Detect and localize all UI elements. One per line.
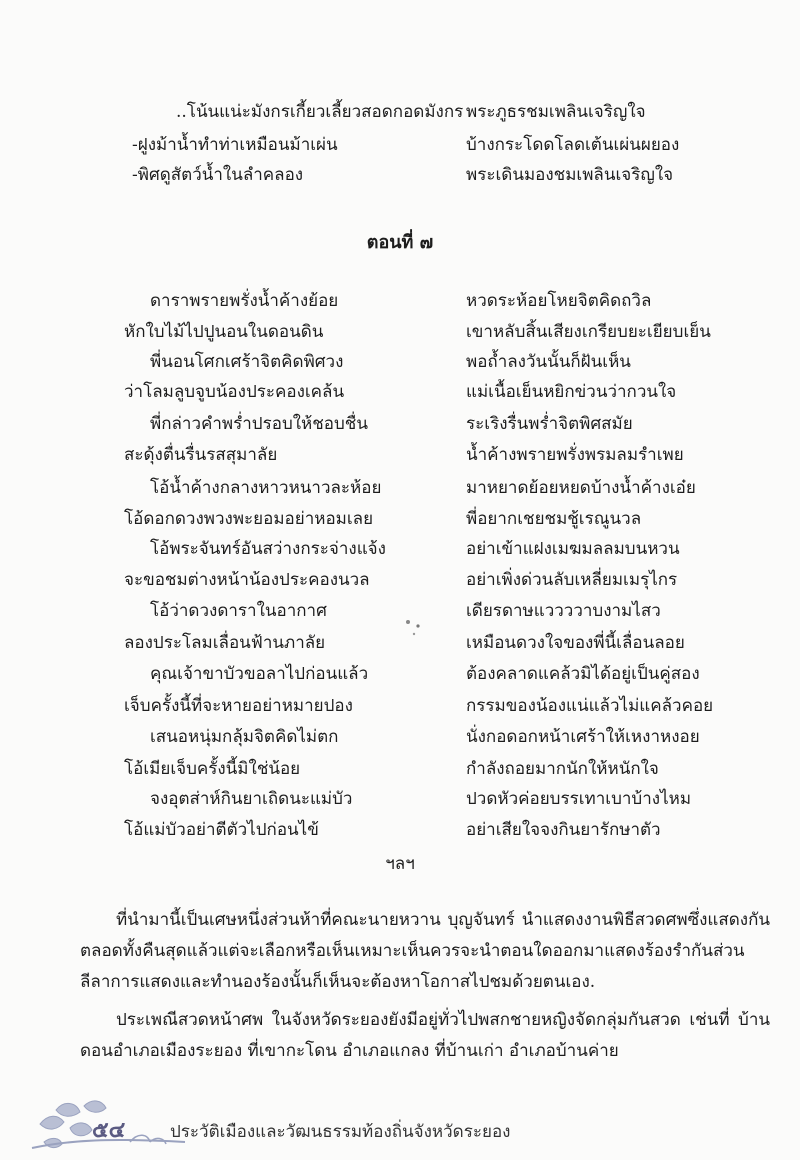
verse-right-17: ปวดหัวค่อยบรรเทาเบาบ้างไหม [466, 789, 692, 809]
verse-right-18: อย่าเสียใจจงกินยารักษาตัว [466, 820, 661, 840]
verse-right-12: เหมือนดวงใจของพี่นี้เลื่อนลอย [466, 633, 685, 653]
print-speck-icon [398, 612, 438, 642]
verse-left-11: โอ้ว่าดวงดาราในอากาศ [150, 601, 327, 621]
verse-right-6: น้ำค้างพรายพรั่งพรมลมรำเพย [466, 445, 684, 465]
intro-verse-left-2: -ฝูงม้าน้ำทำท่าเหมือนม้าเผ่น [132, 135, 338, 155]
verse-right-13: ต้องคลาดแคล้วมิได้อยู่เป็นคู่สอง [466, 664, 700, 684]
verse-left-1: ดาราพรายพรั่งน้ำค้างย้อย [150, 291, 339, 311]
verse-right-10: อย่าเพิ่งด่วนลับเหลี่ยมเมรุไกร [466, 570, 678, 590]
verse-right-1: หวดระห้อยโหยจิตคิดถวิล [466, 291, 652, 311]
verse-left-14: เจ็บครั้งนี้ที่จะหายอย่าหมายปอง [124, 696, 353, 716]
verse-left-16: โอ้เมียเจ็บครั้งนี้มิใช่น้อย [124, 759, 301, 779]
ellipsis-marker: ฯลฯ [385, 854, 415, 874]
verse-left-2: หักใบไม้ไปปูนอนในดอนดิน [124, 322, 324, 342]
verse-right-16: กำลังถอยมากนักให้หนักใจ [466, 759, 659, 779]
verse-left-3: พี่นอนโศกเศร้าจิตคิดพิศวง [150, 352, 344, 372]
verse-left-9: โอ้พระจันทร์อันสว่างกระจ่างแจ้ง [150, 539, 386, 559]
verse-right-3: พอถ้ำลงวันนั้นก็ฝันเห็น [466, 352, 631, 372]
verse-right-9: อย่าเข้าแฝงเมฆมลลมบนหวน [466, 539, 680, 559]
verse-left-7: โอ้น้ำค้างกลางหาวหนาวละห้อย [150, 478, 382, 498]
verse-left-13: คุณเจ้าขาบัวขอลาไปก่อนแล้ว [150, 664, 369, 684]
verse-right-7: มาหยาดย้อยหยดบ้างน้ำค้างเอ๋ย [466, 478, 696, 498]
verse-right-4: แม่เนื้อเย็นหยิกข่วนว่ากวนใจ [466, 382, 677, 402]
verse-left-17: จงอุตส่าห์กินยาเถิดนะแม่บัว [150, 789, 353, 809]
verse-left-8: โอ้ดอกดวงพวงพะยอมอย่าหอมเลย [124, 509, 374, 529]
verse-left-4: ว่าโลมลูบจูบน้องประคองเคล้น [124, 382, 345, 402]
verse-left-18: โอ้แม่บัวอย่าตีตัวไปก่อนไข้ [124, 820, 319, 840]
verse-left-15: เสนอหนุ่มกลุ้มจิตคิดไม่ตก [150, 727, 339, 747]
verse-right-2: เขาหลับสิ้นเสียงเกรียบยะเยียบเย็น [466, 322, 711, 342]
intro-verse-left-3: -พิศดูสัตว์น้ำในลำคลอง [132, 165, 304, 185]
verse-left-12: ลองประโลมเลื่อนฟ้านภาลัย [124, 633, 326, 653]
verse-right-14: กรรมของน้องแน่แล้วไม่แคล้วคอย [466, 696, 714, 716]
page-footer [30, 1092, 550, 1152]
verse-left-10: จะขอชมต่างหน้าน้องประคองนวล [124, 570, 370, 590]
intro-verse-left-1: ..โน้นแน่ะมังกรเกี้ยวเลี้ยวสอดกอดมังกร [176, 102, 464, 122]
book-title: ประวัติเมืองและวัฒนธรรมท้องถิ่นจังหวัดระยอง [170, 1122, 511, 1142]
verse-left-6: สะดุ้งตื่นรื่นรสสุมาลัย [124, 445, 278, 465]
verse-right-11: เดียรดาษแววววาบงามไสว [466, 601, 661, 621]
intro-verse-right-1: พระภูธรชมเพลินเจริญใจ [466, 102, 646, 122]
verse-left-5: พี่กล่าวคำพร่ำปรอบให้ชอบชื่น [150, 414, 368, 434]
paragraph-1: ที่นำมานี้เป็นเศษหนึ่งส่วนห้าที่คณะนายหวาน บุญจันทร์ นำแสดงงานพิธีสวดศพซึ่งแสดงกันตลอดทั้งคืนสุดแล้วแต่จะเลือกหรือเห็นเหมาะเห็นควรจะนำตอนใดออกมาแสดงร้องรำกันส่วนลีลาการแสดงและทำนองร้องนั้นก็เห็นจะต้องหาโอกาสไปชมด้วยตนเอง. [80, 910, 770, 992]
section-heading: ตอนที่ ๗ [366, 232, 434, 253]
verse-right-8: พี่อยากเชยชมชู้เรณูนวล [466, 509, 642, 529]
intro-verse-right-2: บ้างกระโดดโลดเต้นเผ่นผยอง [466, 135, 680, 155]
intro-verse-right-3: พระเดินมองชมเพลินเจริญใจ [466, 165, 674, 185]
page-number: ๕๔ [92, 1118, 126, 1143]
verse-right-15: นั่งกอดอกหน้าเศร้าให้เหงาหงอย [466, 727, 700, 747]
paragraph-2: ประเพณีสวดหน้าศพ ในจังหวัดระยองยังมีอยู่ทั่วไปพสกชายหญิงจัดกลุ่มกันสวด เช่นที่ บ้านดอนอำเภอเมืองระยอง ที่เขากะโดน อำเภอแกลง ที่บ้านเก่า อำเภอบ้านค่าย [80, 1010, 770, 1061]
verse-right-5: ระเริงรื่นพร่ำจิตพิศสมัย [466, 414, 633, 434]
